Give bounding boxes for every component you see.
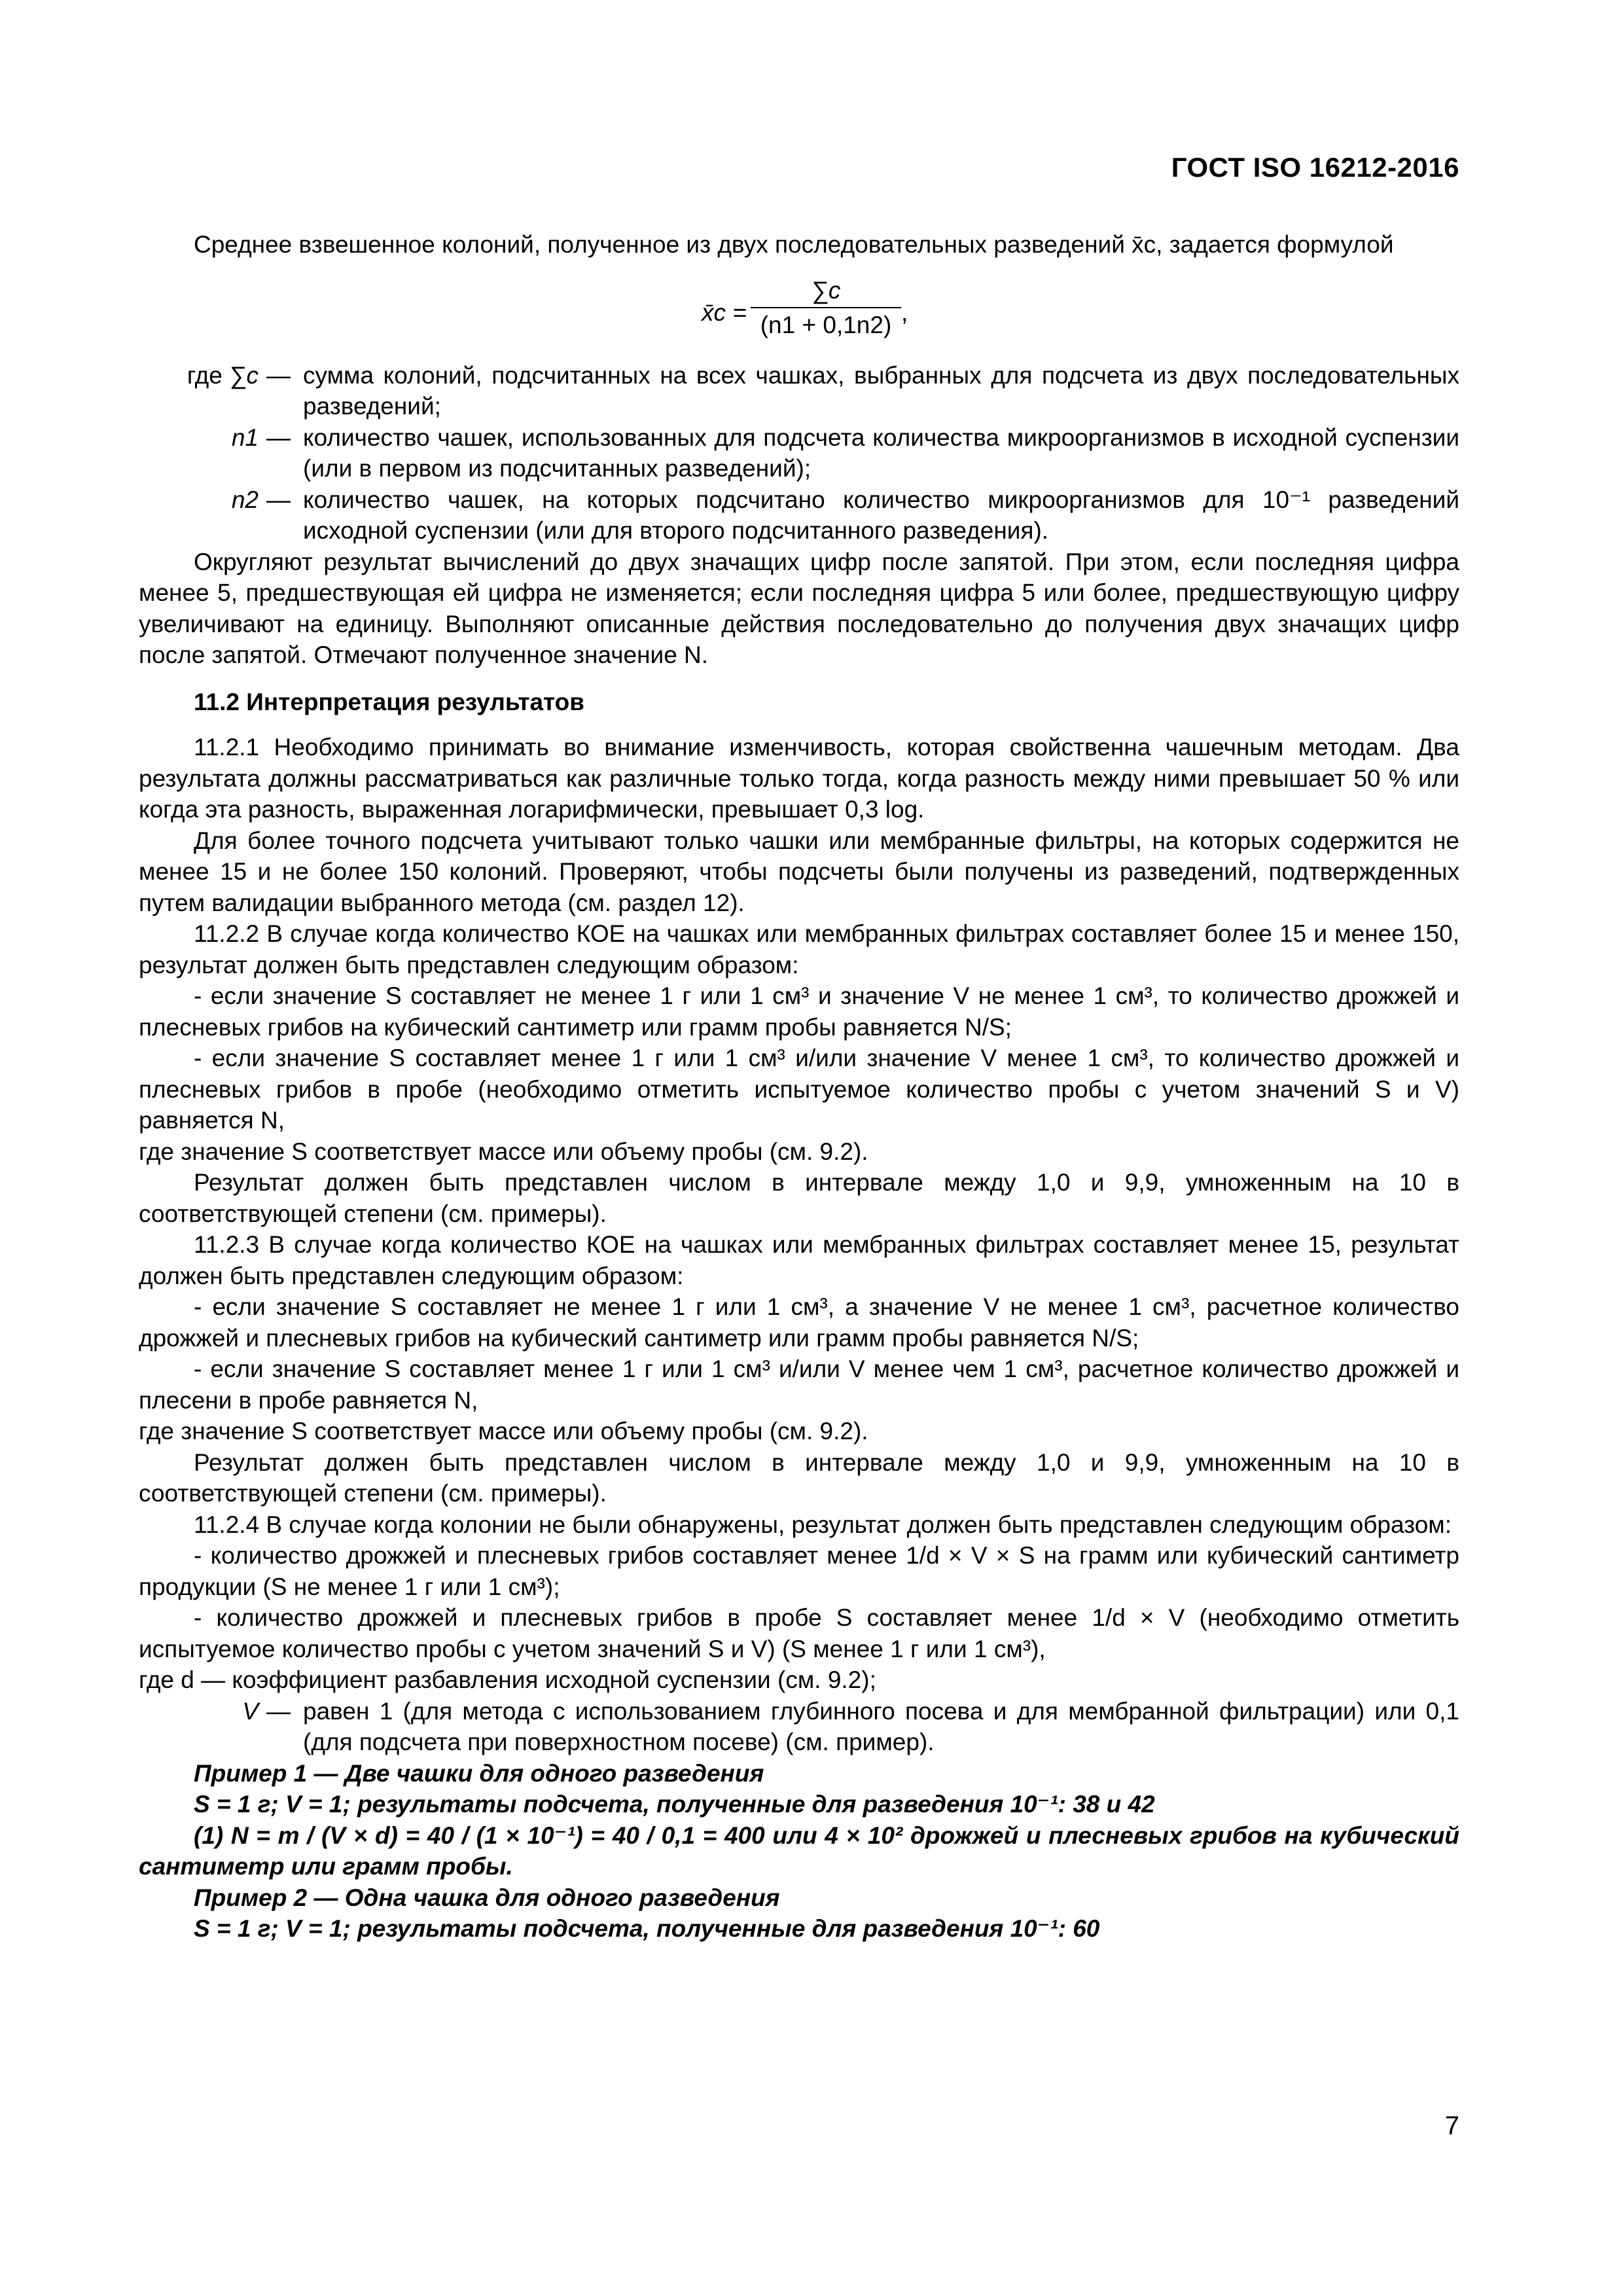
definition-symbol: n2: [231, 486, 259, 513]
standard-designation: ГОСТ ISO 16212-2016: [1171, 152, 1459, 183]
section-paragraph: - количество дрожжей и плесневых грибов в пробе S составляет менее 1/d × V (необходимо отметить испытуемое количество пробы с учетом значений S и V) (S менее 1 г или 1 см³),: [139, 1604, 1459, 1662]
section-paragraph: где значение S соответствует массе или объему пробы (см. 9.2).: [139, 1138, 868, 1165]
v-definition-dash: —: [266, 1697, 291, 1725]
section-paragraph: 11.2.2 В случае когда количество КОЕ на чашках или мембранных фильтрах составляет более 15 и менее 150, результат должен быть представлен следующим образом:: [139, 920, 1459, 978]
definition-dash: —: [266, 486, 291, 513]
examples-block: [139, 1758, 1459, 1945]
formula-denominator: (n1 + 0,1n2): [760, 312, 892, 338]
section-body: [139, 732, 1459, 1758]
formula-definitions: [139, 360, 1459, 547]
section-paragraph: - если значение S составляет не менее 1 г или 1 см³, а значение V не менее 1 см³, расчетное количество дрожжей и плесневых грибов на кубический сантиметр или грамм пробы равняется N/S;: [139, 1293, 1459, 1352]
section-paragraph: Результат должен быть представлен числом в интервале между 1,0 и 9,9, умноженным на 10 в соответствующей степени (см. примеры).: [139, 1169, 1459, 1227]
page-number: 7: [1444, 2111, 1459, 2140]
section-paragraph: 11.2.1 Необходимо принимать во внимание изменчивость, которая свойственна чашечным методам. Два результата должны рассматриваться как различные только тогда, когда разность между ними превышает 50 % или когда эта разность, выраженная логарифмически, превышает 0,3 log.: [139, 734, 1459, 823]
definition-dash: —: [266, 361, 291, 389]
formula-fraction: [751, 275, 901, 341]
page-content: [139, 229, 1459, 1945]
definition-symbol: n1: [231, 423, 259, 451]
v-definition-symbol: V: [242, 1697, 259, 1725]
example-line: S = 1 г; V = 1; результаты подсчета, полученные для разведения 10⁻¹: 38 и 42: [194, 1791, 1155, 1818]
section-paragraph: - количество дрожжей и плесневых грибов составляет менее 1/d × V × S на грамм или кубический сантиметр продукции (S не менее 1 г или 1 см³);: [139, 1542, 1459, 1600]
definition-symbol: ∑c: [229, 361, 259, 389]
v-definition: [139, 1696, 1459, 1758]
section-paragraph: 11.2.4 В случае когда колонии не были обнаружены, результат должен быть представлен следующим образом:: [194, 1511, 1452, 1538]
definition-row: [139, 484, 1459, 547]
example-line: S = 1 г; V = 1; результаты подсчета, полученные для разведения 10⁻¹: 60: [194, 1915, 1100, 1942]
v-definition-text: равен 1 (для метода с использованием глубинного посева и для мембранной фильтрации) или 0,1 (для подсчета при поверхностном посеве) (см. пример).: [303, 1697, 1459, 1755]
weighted-mean-formula: [139, 275, 1459, 347]
section-paragraph: где d — коэффициент разбавления исходной суспензии (см. 9.2);: [139, 1666, 876, 1693]
formula-numerator: ∑c: [751, 275, 901, 309]
example-line: Пример 2 — Одна чашка для одного разведения: [194, 1884, 780, 1911]
definition-row: [139, 360, 1459, 422]
section-paragraph: Для более точного подсчета учитывают только чашки или мембранные фильтры, на которых содержится не менее 15 и не более 150 колоний. Проверяют, чтобы подсчеты были получены из разведений, подтвержденных путем валидации выбранного метода (см. раздел 12).: [139, 827, 1459, 916]
section-paragraph: - если значение S составляет не менее 1 г или 1 см³ и значение V не менее 1 см³, то количество дрожжей и плесневых грибов на кубический сантиметр или грамм пробы равняется N/S;: [139, 982, 1459, 1041]
definition-text: количество чашек, на которых подсчитано количество микроорганизмов для 10⁻¹ разведений исходной суспензии (или для второго подсчитанного разведения).: [303, 486, 1459, 544]
section-paragraph: где значение S соответствует массе или объему пробы (см. 9.2).: [139, 1418, 868, 1444]
example-line: Пример 1 — Две чашки для одного разведения: [194, 1759, 764, 1787]
definition-text: сумма колоний, подсчитанных на всех чашках, выбранных для подсчета из двух последовательных разведений;: [303, 361, 1459, 420]
section-paragraph: Результат должен быть представлен числом в интервале между 1,0 и 9,9, умноженным на 10 в соответствующей степени (см. примеры).: [139, 1448, 1459, 1507]
section-paragraph: - если значение S составляет менее 1 г или 1 см³ и/или V менее чем 1 см³, расчетное количество дрожжей и плесени в пробе равняется N,: [139, 1355, 1459, 1414]
section-paragraph: - если значение S составляет менее 1 г или 1 см³ и/или значение V менее 1 см³, то количество дрожжей и плесневых грибов в пробе (необходимо отметить испытуемое количество пробы с учетом значений S и V) равняется N,: [139, 1045, 1459, 1134]
definition-dash: —: [266, 423, 291, 451]
example-line: (1) N = m / (V × d) = 40 / (1 × 10⁻¹) = 40 / 0,1 = 400 или 4 × 10² дрожжей и плесневых грибов на кубический сантиметр или грамм пробы.: [139, 1821, 1459, 1880]
definition-prefix: где: [187, 361, 223, 389]
definition-row: [139, 422, 1459, 484]
rounding-paragraph: Округляют результат вычислений до двух значащих цифр после запятой. При этом, если последняя цифра менее 5, предшествующая ей цифра не изменяется; если последняя цифра 5 или более, предшествующую цифру увеличивают на единицу. Выполняют описанные действия последовательно до получения двух значащих цифр после запятой. Отмечают полученное значение N.: [139, 548, 1459, 668]
formula-trailing: ,: [901, 298, 908, 326]
definition-text: количество чашек, использованных для подсчета количества микроорганизмов в исходной суспензии (или в первом из подсчитанных разведений);: [303, 423, 1459, 482]
section-heading: 11.2 Интерпретация результатов: [194, 688, 585, 715]
formula-lhs: x̄c =: [702, 298, 747, 326]
section-paragraph: 11.2.3 В случае когда количество КОЕ на чашках или мембранных фильтрах составляет менее 15, результат должен быть представлен следующим образом:: [139, 1231, 1459, 1289]
intro-paragraph: Среднее взвешенное колоний, полученное из двух последовательных разведений x̄c, задается формулой: [194, 231, 1394, 258]
